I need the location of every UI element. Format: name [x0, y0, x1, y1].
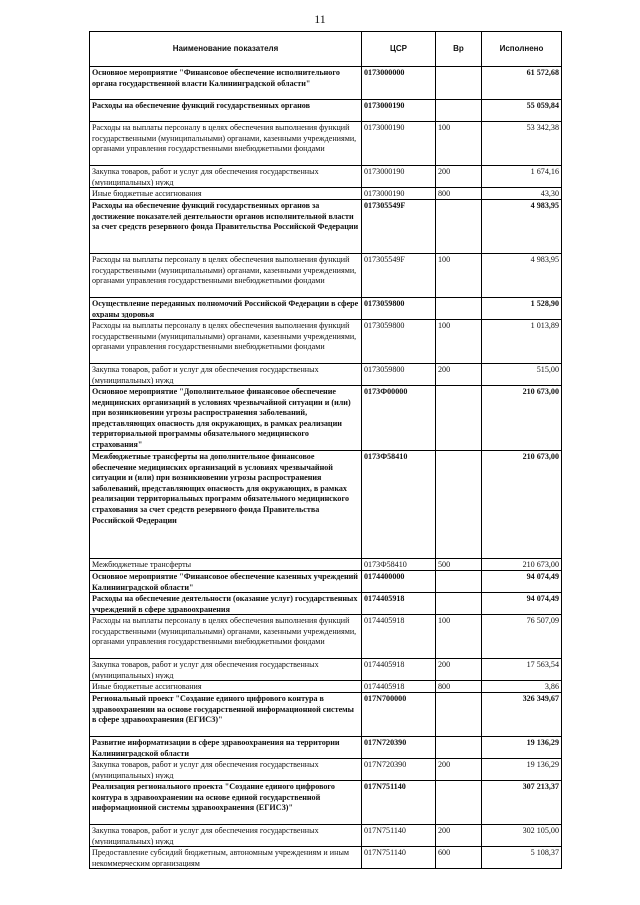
row-name-cell-text: Закупка товаров, работ и услуг для обеспечения государственных (муниципальных) нужд	[92, 167, 319, 186]
row-name-cell	[90, 364, 362, 386]
table-row	[90, 659, 562, 681]
row-vr-cell-text: 200	[438, 365, 451, 374]
row-amount-cell-text: 94 074,49	[526, 572, 559, 581]
row-amount-cell-text: 4 983,95	[530, 255, 559, 264]
row-amount-cell	[482, 681, 562, 693]
row-csr-cell-text: 017N720390	[364, 760, 407, 769]
row-amount-cell	[482, 825, 562, 847]
row-csr-cell	[362, 166, 436, 188]
table-body	[90, 67, 562, 869]
row-name-cell	[90, 847, 362, 869]
row-csr-cell-text: 0173000000	[364, 68, 405, 77]
row-amount-cell	[482, 200, 562, 254]
row-vr-cell	[436, 659, 482, 681]
row-name-cell	[90, 122, 362, 166]
row-csr-cell	[362, 320, 436, 364]
row-name-cell	[90, 737, 362, 759]
row-vr-cell-text: 100	[438, 123, 451, 132]
row-amount-cell-text: 326 349,67	[522, 694, 559, 703]
row-name-cell	[90, 320, 362, 364]
row-csr-cell-text: 017N751140	[364, 782, 406, 791]
row-name-cell-text: Расходы на выплаты персоналу в целях обеспечения выполнения функций государственными (муниципальными) органами, казенными учреждениями, органами управления государственными внебюджетными фондами	[92, 321, 357, 352]
row-amount-cell-text: 17 563,54	[526, 660, 559, 669]
row-csr-cell	[362, 593, 436, 615]
row-name-cell	[90, 593, 362, 615]
row-name-cell-text: Расходы на обеспечение деятельности (оказание услуг) государственных учреждений в сфере здравоохранения	[92, 594, 358, 613]
table-row	[90, 122, 562, 166]
row-name-cell-text: Предоставление субсидий бюджетным, автономным учреждениям и иным некоммерческим организациям	[92, 848, 350, 867]
row-amount-cell	[482, 781, 562, 825]
row-name-cell-text: Осуществление переданных полномочий Российской Федерации в сфере охраны здоровья	[92, 299, 359, 318]
row-vr-cell	[436, 100, 482, 122]
row-vr-cell	[436, 825, 482, 847]
row-vr-cell	[436, 615, 482, 659]
row-amount-cell-text: 307 213,37	[522, 782, 559, 791]
row-name-cell-text: Межбюджетные трансферты	[92, 560, 192, 569]
row-vr-cell	[436, 166, 482, 188]
row-vr-cell-text: 800	[438, 189, 451, 198]
row-amount-cell-text: 61 572,68	[526, 68, 559, 77]
row-name-cell	[90, 615, 362, 659]
row-amount-cell	[482, 571, 562, 593]
row-vr-cell	[436, 188, 482, 200]
row-amount-cell	[482, 737, 562, 759]
row-vr-cell-text: 200	[438, 760, 451, 769]
row-csr-cell-text: 017N720390	[364, 738, 407, 747]
row-name-cell-text: Расходы на обеспечение функций государственных органов	[92, 101, 310, 110]
row-vr-cell	[436, 693, 482, 737]
row-name-cell	[90, 659, 362, 681]
row-amount-cell-text: 515,00	[536, 365, 559, 374]
row-csr-cell	[362, 200, 436, 254]
row-csr-cell-text: 0173Ф00000	[364, 387, 408, 396]
row-csr-cell-text: 0173059800	[364, 299, 405, 308]
row-csr-cell-text: 0173Ф58410	[364, 560, 407, 569]
row-csr-cell-text: 0174400000	[364, 572, 405, 581]
table-header-row	[90, 32, 562, 67]
header-amount: Исполнено	[482, 32, 562, 67]
table-row	[90, 693, 562, 737]
row-amount-cell-text: 76 507,09	[526, 616, 559, 625]
row-amount-cell	[482, 254, 562, 298]
row-csr-cell	[362, 386, 436, 451]
row-name-cell	[90, 451, 362, 559]
row-csr-cell-text: 0174405918	[364, 660, 405, 669]
row-amount-cell-text: 302 105,00	[522, 826, 559, 835]
row-amount-cell-text: 1 013,89	[530, 321, 559, 330]
table-row	[90, 559, 562, 571]
row-amount-cell-text: 43,30	[540, 189, 559, 198]
row-name-cell-text: Основное мероприятие "Дополнительное финансовое обеспечение медицинских организаций в условиях чрезвычайной ситуации и (или) при возникновении угрозы распространения заболеваний, представляющих опасность для окружающих, в рамках реализации территориальной программы обязательного медицинского страхования"	[92, 387, 351, 449]
row-amount-cell-text: 19 136,29	[526, 738, 559, 747]
row-vr-cell-text: 100	[438, 616, 451, 625]
table-row	[90, 166, 562, 188]
row-name-cell-text: Иные бюджетные ассигнования	[92, 189, 202, 198]
row-amount-cell	[482, 559, 562, 571]
row-vr-cell	[436, 386, 482, 451]
header-vr: Вр	[436, 32, 482, 67]
row-vr-cell	[436, 681, 482, 693]
row-amount-cell	[482, 188, 562, 200]
table-row	[90, 571, 562, 593]
row-name-cell	[90, 200, 362, 254]
row-name-cell	[90, 759, 362, 781]
row-csr-cell-text: 017305549F	[364, 201, 406, 210]
row-name-cell	[90, 781, 362, 825]
row-vr-cell	[436, 364, 482, 386]
header-name: Наименование показателя	[90, 32, 362, 67]
row-name-cell	[90, 559, 362, 571]
table-row	[90, 451, 562, 559]
row-vr-cell	[436, 200, 482, 254]
row-csr-cell	[362, 615, 436, 659]
table-row	[90, 67, 562, 100]
table-row	[90, 681, 562, 693]
row-csr-cell	[362, 364, 436, 386]
table-row	[90, 759, 562, 781]
row-amount-cell-text: 53 342,38	[526, 123, 559, 132]
row-csr-cell	[362, 693, 436, 737]
table-row	[90, 593, 562, 615]
table-row	[90, 320, 562, 364]
row-vr-cell	[436, 571, 482, 593]
row-amount-cell	[482, 67, 562, 100]
row-csr-cell	[362, 451, 436, 559]
row-csr-cell-text: 017N751140	[364, 826, 406, 835]
row-csr-cell-text: 017N700000	[364, 694, 407, 703]
row-csr-cell-text: 0173000190	[364, 189, 405, 198]
row-amount-cell-text: 210 673,00	[522, 387, 559, 396]
row-csr-cell	[362, 188, 436, 200]
row-csr-cell-text: 0173059800	[364, 365, 405, 374]
row-csr-cell-text: 0173000190	[364, 167, 405, 176]
table-row	[90, 188, 562, 200]
row-name-cell	[90, 681, 362, 693]
row-csr-cell	[362, 67, 436, 100]
table-row	[90, 386, 562, 451]
row-vr-cell-text: 200	[438, 167, 451, 176]
table-row	[90, 737, 562, 759]
row-amount-cell-text: 1 528,90	[530, 299, 559, 308]
row-name-cell-text: Расходы на выплаты персоналу в целях обеспечения выполнения функций государственными (муниципальными) органами, казенными учреждениями, органами управления государственными внебюджетными фондами	[92, 255, 357, 286]
row-name-cell	[90, 100, 362, 122]
header-csr: ЦСР	[362, 32, 436, 67]
row-vr-cell-text: 200	[438, 660, 451, 669]
row-name-cell	[90, 188, 362, 200]
budget-table	[89, 31, 562, 869]
row-amount-cell	[482, 364, 562, 386]
row-amount-cell	[482, 615, 562, 659]
row-csr-cell-text: 0174405918	[364, 594, 405, 603]
table-row	[90, 364, 562, 386]
row-amount-cell	[482, 451, 562, 559]
row-vr-cell	[436, 451, 482, 559]
row-csr-cell-text: 0174405918	[364, 616, 405, 625]
row-csr-cell-text: 0173Ф58410	[364, 452, 408, 461]
row-csr-cell	[362, 659, 436, 681]
row-vr-cell-text: 100	[438, 321, 451, 330]
page-number: 11	[314, 12, 326, 26]
row-name-cell-text: Иные бюджетные ассигнования	[92, 682, 202, 691]
row-amount-cell-text: 3,86	[544, 682, 559, 691]
row-amount-cell	[482, 100, 562, 122]
table-row	[90, 200, 562, 254]
row-amount-cell-text: 55 059,84	[526, 101, 559, 110]
row-name-cell	[90, 166, 362, 188]
row-csr-cell-text: 017305549F	[364, 255, 405, 264]
row-vr-cell	[436, 254, 482, 298]
table-row	[90, 100, 562, 122]
row-amount-cell-text: 210 673,00	[522, 560, 559, 569]
row-vr-cell	[436, 781, 482, 825]
row-vr-cell	[436, 320, 482, 364]
row-name-cell-text: Расходы на выплаты персоналу в целях обеспечения выполнения функций государственными (муниципальными) органами, казенными учреждениями, органами управления государственными внебюджетными фондами	[92, 616, 357, 647]
row-name-cell	[90, 693, 362, 737]
row-name-cell	[90, 386, 362, 451]
row-name-cell	[90, 254, 362, 298]
row-amount-cell	[482, 693, 562, 737]
row-vr-cell-text: 500	[438, 560, 451, 569]
row-vr-cell-text: 100	[438, 255, 451, 264]
row-name-cell	[90, 67, 362, 100]
row-vr-cell	[436, 593, 482, 615]
row-vr-cell	[436, 759, 482, 781]
row-csr-cell	[362, 122, 436, 166]
row-csr-cell	[362, 825, 436, 847]
table-row	[90, 254, 562, 298]
row-amount-cell-text: 5 108,37	[530, 848, 559, 857]
row-amount-cell	[482, 298, 562, 320]
row-csr-cell	[362, 298, 436, 320]
row-vr-cell-text: 200	[438, 826, 451, 835]
row-amount-cell-text: 1 674,16	[530, 167, 559, 176]
row-vr-cell	[436, 559, 482, 571]
row-csr-cell-text: 017N751140	[364, 848, 406, 857]
row-amount-cell-text: 94 074,49	[526, 594, 559, 603]
row-csr-cell-text: 0174405918	[364, 682, 405, 691]
table-row	[90, 825, 562, 847]
row-name-cell	[90, 298, 362, 320]
row-amount-cell	[482, 659, 562, 681]
row-amount-cell-text: 19 136,29	[526, 760, 559, 769]
row-name-cell-text: Реализация регионального проекта "Создание единого цифрового контура в здравоохранении на основе единой государственной информационной системы здравоохранения (ЕГИСЗ)"	[92, 782, 335, 813]
row-amount-cell	[482, 593, 562, 615]
row-amount-cell	[482, 320, 562, 364]
row-vr-cell-text: 600	[438, 848, 451, 857]
row-vr-cell	[436, 847, 482, 869]
row-vr-cell	[436, 737, 482, 759]
row-name-cell-text: Основное мероприятие "Финансовое обеспечение исполнительного органа государственной власти Калининградской области"	[92, 68, 340, 88]
row-amount-cell-text: 210 673,00	[522, 452, 559, 461]
row-amount-cell	[482, 759, 562, 781]
row-csr-cell	[362, 781, 436, 825]
row-amount-cell	[482, 386, 562, 451]
row-vr-cell	[436, 298, 482, 320]
row-vr-cell	[436, 67, 482, 100]
row-name-cell-text: Межбюджетные трансферты на дополнительное финансовое обеспечение медицинских организаций в условиях чрезвычайной ситуации и (или) при возникновении угрозы распространения заболеваний, представляющих опасность для окружающих, в рамках реализации территориальных программ обязательного медицинского страхования за счет средств резервного фонда Правительства Российской Федерации	[92, 452, 349, 525]
row-amount-cell	[482, 166, 562, 188]
row-name-cell	[90, 825, 362, 847]
table-row	[90, 847, 562, 869]
row-csr-cell	[362, 737, 436, 759]
row-csr-cell	[362, 847, 436, 869]
row-csr-cell	[362, 681, 436, 693]
row-csr-cell	[362, 559, 436, 571]
table-row	[90, 781, 562, 825]
row-csr-cell	[362, 571, 436, 593]
row-name-cell-text: Закупка товаров, работ и услуг для обеспечения государственных (муниципальных) нужд	[92, 760, 319, 779]
row-vr-cell	[436, 122, 482, 166]
table-row	[90, 615, 562, 659]
row-vr-cell-text: 800	[438, 682, 451, 691]
row-name-cell	[90, 571, 362, 593]
row-name-cell-text: Расходы на обеспечение функций государственных органов за достижение показателей деятельности органов исполнительной власти за счет средств резервного фонда Правительства Российской Федерации	[92, 201, 359, 232]
row-name-cell-text: Закупка товаров, работ и услуг для обеспечения государственных (муниципальных) нужд	[92, 365, 319, 384]
row-csr-cell	[362, 254, 436, 298]
row-csr-cell-text: 0173000190	[364, 101, 405, 110]
row-name-cell-text: Основное мероприятие "Финансовое обеспечение казенных учреждений Калининградской области"	[92, 572, 358, 591]
row-name-cell-text: Закупка товаров, работ и услуг для обеспечения государственных (муниципальных) нужд	[92, 660, 319, 679]
row-csr-cell	[362, 100, 436, 122]
row-amount-cell	[482, 122, 562, 166]
row-name-cell-text: Развитие информатизации в сфере здравоохранения на территории Калининградской области	[92, 738, 340, 757]
row-csr-cell	[362, 759, 436, 781]
row-csr-cell-text: 0173000190	[364, 123, 405, 132]
row-name-cell-text: Региональный проект "Создание единого цифрового контура в здравоохранении на основе государственной информационной системы в сфере здравоохранения (ЕГИСЗ)"	[92, 694, 355, 725]
row-amount-cell	[482, 847, 562, 869]
table-row	[90, 298, 562, 320]
row-name-cell-text: Закупка товаров, работ и услуг для обеспечения государственных (муниципальных) нужд	[92, 826, 319, 845]
row-csr-cell-text: 0173059800	[364, 321, 405, 330]
row-name-cell-text: Расходы на выплаты персоналу в целях обеспечения выполнения функций государственными (муниципальными) органами, казенными учреждениями, органами управления государственными внебюджетными фондами	[92, 123, 357, 154]
row-amount-cell-text: 4 983,95	[530, 201, 559, 210]
